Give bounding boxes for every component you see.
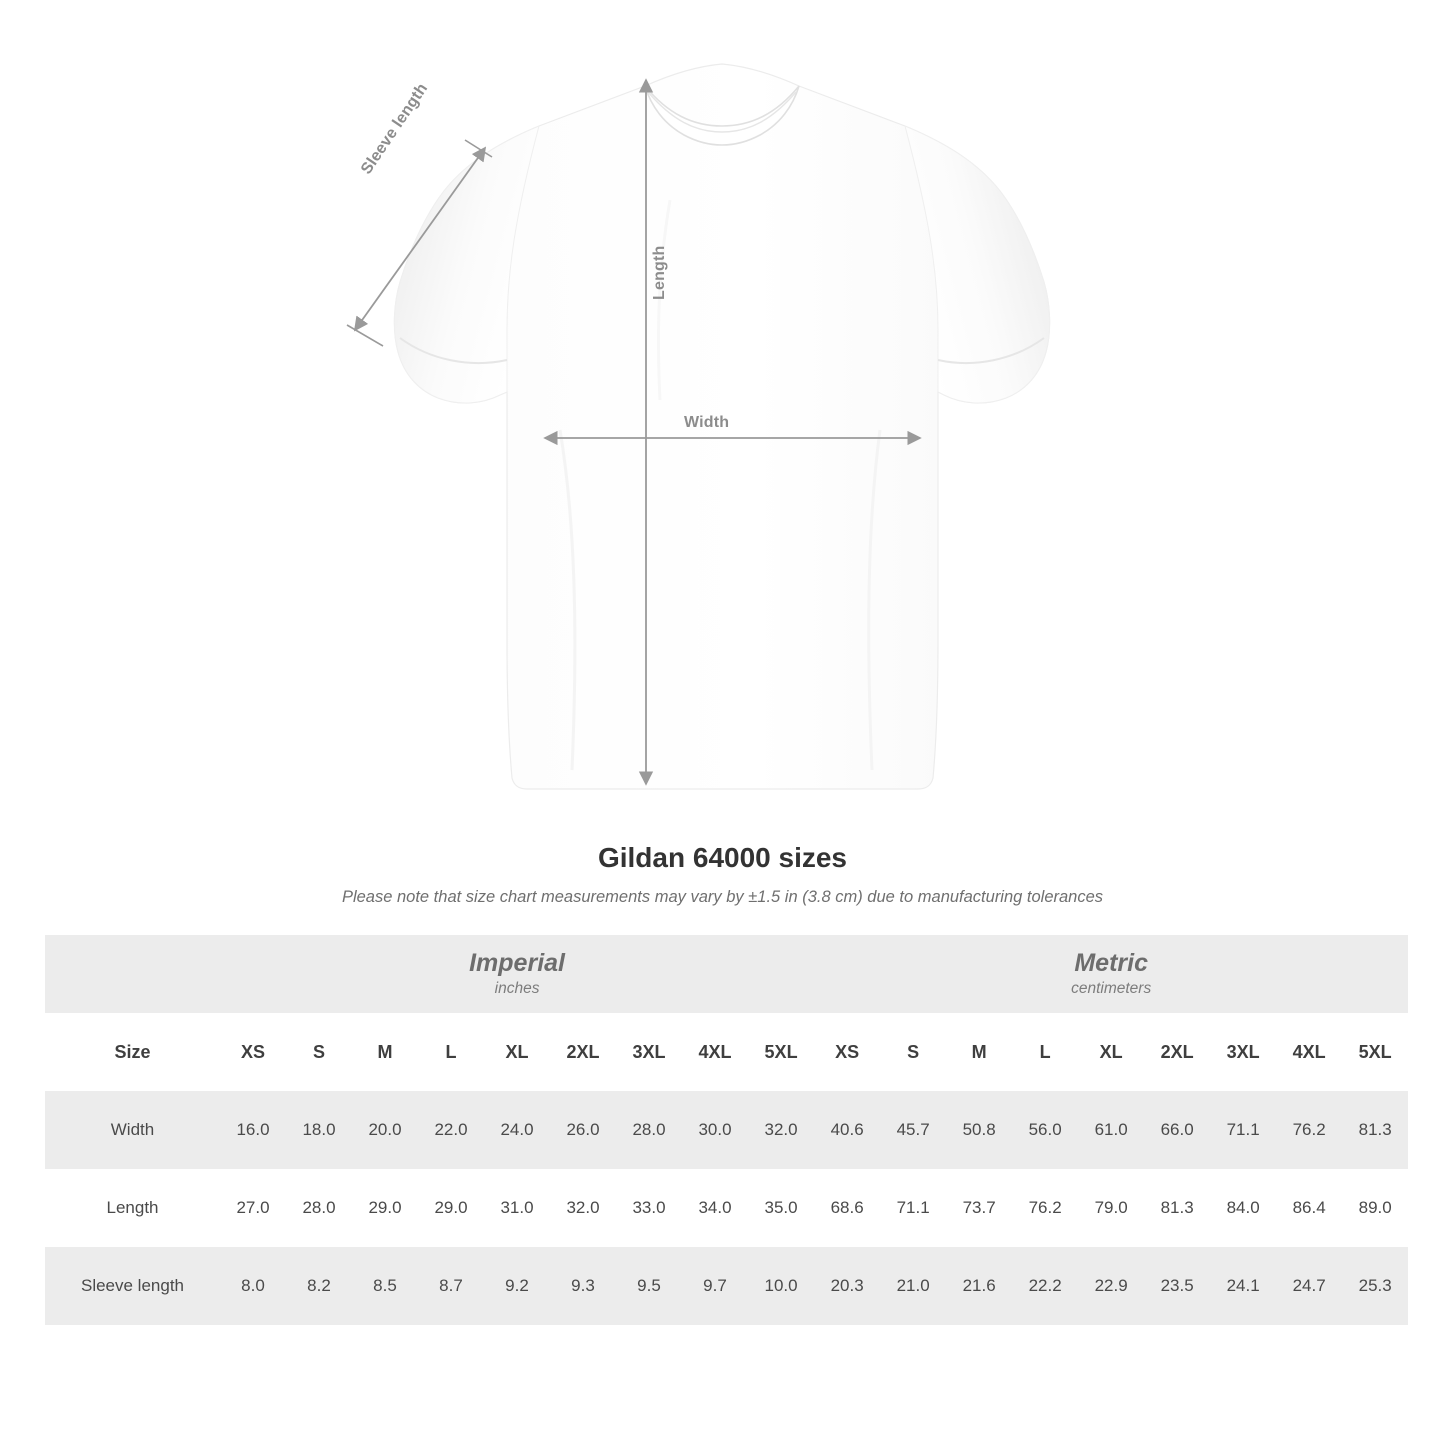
- cell-width-12: 56.0: [1012, 1091, 1078, 1169]
- cell-sleeve-10: 21.0: [880, 1247, 946, 1325]
- row-label-length: Length: [45, 1169, 220, 1247]
- cell-width-17: 81.3: [1342, 1091, 1408, 1169]
- cell-length-5: 32.0: [550, 1169, 616, 1247]
- system-name-metric: Metric: [1074, 948, 1148, 977]
- size-cell-s-metric: S: [880, 1013, 946, 1091]
- cell-width-0: 16.0: [220, 1091, 286, 1169]
- size-row-label: Size: [45, 1013, 220, 1091]
- size-cell-m-metric: M: [946, 1013, 1012, 1091]
- size-cell-m-imperial: M: [352, 1013, 418, 1091]
- system-header-imperial: [220, 935, 814, 1013]
- title-block: [0, 842, 1445, 907]
- cell-sleeve-9: 20.3: [814, 1247, 880, 1325]
- size-cell-2xl-metric: 2XL: [1144, 1013, 1210, 1091]
- length-label: Length: [651, 245, 668, 300]
- cell-width-14: 66.0: [1144, 1091, 1210, 1169]
- cell-sleeve-12: 22.2: [1012, 1247, 1078, 1325]
- size-cell-3xl-metric: 3XL: [1210, 1013, 1276, 1091]
- cell-width-13: 61.0: [1078, 1091, 1144, 1169]
- size-cell-l-metric: L: [1012, 1013, 1078, 1091]
- system-name-imperial: Imperial: [469, 948, 565, 977]
- cell-sleeve-2: 8.5: [352, 1247, 418, 1325]
- cell-length-15: 84.0: [1210, 1169, 1276, 1247]
- cell-length-4: 31.0: [484, 1169, 550, 1247]
- cell-sleeve-15: 24.1: [1210, 1247, 1276, 1325]
- cell-sleeve-5: 9.3: [550, 1247, 616, 1325]
- cell-width-5: 26.0: [550, 1091, 616, 1169]
- width-label: Width: [684, 414, 730, 431]
- cell-width-9: 40.6: [814, 1091, 880, 1169]
- cell-length-12: 76.2: [1012, 1169, 1078, 1247]
- cell-width-6: 28.0: [616, 1091, 682, 1169]
- size-cell-4xl-imperial: 4XL: [682, 1013, 748, 1091]
- row-label-width: Width: [45, 1091, 220, 1169]
- cell-width-2: 20.0: [352, 1091, 418, 1169]
- size-header-row: [45, 1013, 1408, 1091]
- cell-width-15: 71.1: [1210, 1091, 1276, 1169]
- cell-sleeve-11: 21.6: [946, 1247, 1012, 1325]
- system-header-spacer: [45, 935, 220, 1013]
- size-cell-l-imperial: L: [418, 1013, 484, 1091]
- size-table-wrapper: [45, 935, 1400, 1325]
- page-title: Gildan 64000 sizes: [597, 842, 848, 873]
- system-unit-imperial: inches: [494, 979, 540, 997]
- cell-length-1: 28.0: [286, 1169, 352, 1247]
- size-cell-xs-metric: XS: [814, 1013, 880, 1091]
- cell-length-9: 68.6: [814, 1169, 880, 1247]
- system-header-row: [45, 935, 1408, 1013]
- cell-width-16: 76.2: [1276, 1091, 1342, 1169]
- tolerance-note: Please note that size chart measurements may vary by ±1.5 in (3.8 cm) due to manufacturing tolerances: [341, 888, 1104, 906]
- cell-length-10: 71.1: [880, 1169, 946, 1247]
- cell-sleeve-6: 9.5: [616, 1247, 682, 1325]
- cell-length-7: 34.0: [682, 1169, 748, 1247]
- cell-width-4: 24.0: [484, 1091, 550, 1169]
- cell-sleeve-7: 9.7: [682, 1247, 748, 1325]
- system-header-metric: [814, 935, 1408, 1013]
- cell-sleeve-16: 24.7: [1276, 1247, 1342, 1325]
- cell-length-17: 89.0: [1342, 1169, 1408, 1247]
- cell-sleeve-3: 8.7: [418, 1247, 484, 1325]
- size-cell-5xl-imperial: 5XL: [748, 1013, 814, 1091]
- size-cell-4xl-metric: 4XL: [1276, 1013, 1342, 1091]
- cell-length-6: 33.0: [616, 1169, 682, 1247]
- cell-width-1: 18.0: [286, 1091, 352, 1169]
- cell-sleeve-4: 9.2: [484, 1247, 550, 1325]
- size-cell-xl-metric: XL: [1078, 1013, 1144, 1091]
- sleeve-length-label: Sleeve length: [358, 80, 432, 178]
- cell-width-7: 30.0: [682, 1091, 748, 1169]
- table-row: [45, 1169, 1408, 1247]
- size-table: [45, 935, 1408, 1325]
- size-cell-2xl-imperial: 2XL: [550, 1013, 616, 1091]
- size-cell-s-imperial: S: [286, 1013, 352, 1091]
- cell-width-8: 32.0: [748, 1091, 814, 1169]
- size-cell-xs-imperial: XS: [220, 1013, 286, 1091]
- table-row: [45, 1091, 1408, 1169]
- cell-length-0: 27.0: [220, 1169, 286, 1247]
- cell-sleeve-14: 23.5: [1144, 1247, 1210, 1325]
- cell-length-14: 81.3: [1144, 1169, 1210, 1247]
- cell-length-3: 29.0: [418, 1169, 484, 1247]
- cell-width-3: 22.0: [418, 1091, 484, 1169]
- cell-length-11: 73.7: [946, 1169, 1012, 1247]
- cell-sleeve-13: 22.9: [1078, 1247, 1144, 1325]
- cell-length-13: 79.0: [1078, 1169, 1144, 1247]
- cell-sleeve-8: 10.0: [748, 1247, 814, 1325]
- size-cell-3xl-imperial: 3XL: [616, 1013, 682, 1091]
- size-cell-xl-imperial: XL: [484, 1013, 550, 1091]
- row-label-sleeve-length: Sleeve length: [45, 1247, 220, 1325]
- cell-sleeve-17: 25.3: [1342, 1247, 1408, 1325]
- size-cell-5xl-metric: 5XL: [1342, 1013, 1408, 1091]
- cell-length-2: 29.0: [352, 1169, 418, 1247]
- cell-width-10: 45.7: [880, 1091, 946, 1169]
- cell-sleeve-1: 8.2: [286, 1247, 352, 1325]
- cell-length-16: 86.4: [1276, 1169, 1342, 1247]
- table-row: [45, 1247, 1408, 1325]
- cell-length-8: 35.0: [748, 1169, 814, 1247]
- system-unit-metric: centimeters: [1071, 979, 1152, 997]
- cell-sleeve-0: 8.0: [220, 1247, 286, 1325]
- cell-width-11: 50.8: [946, 1091, 1012, 1169]
